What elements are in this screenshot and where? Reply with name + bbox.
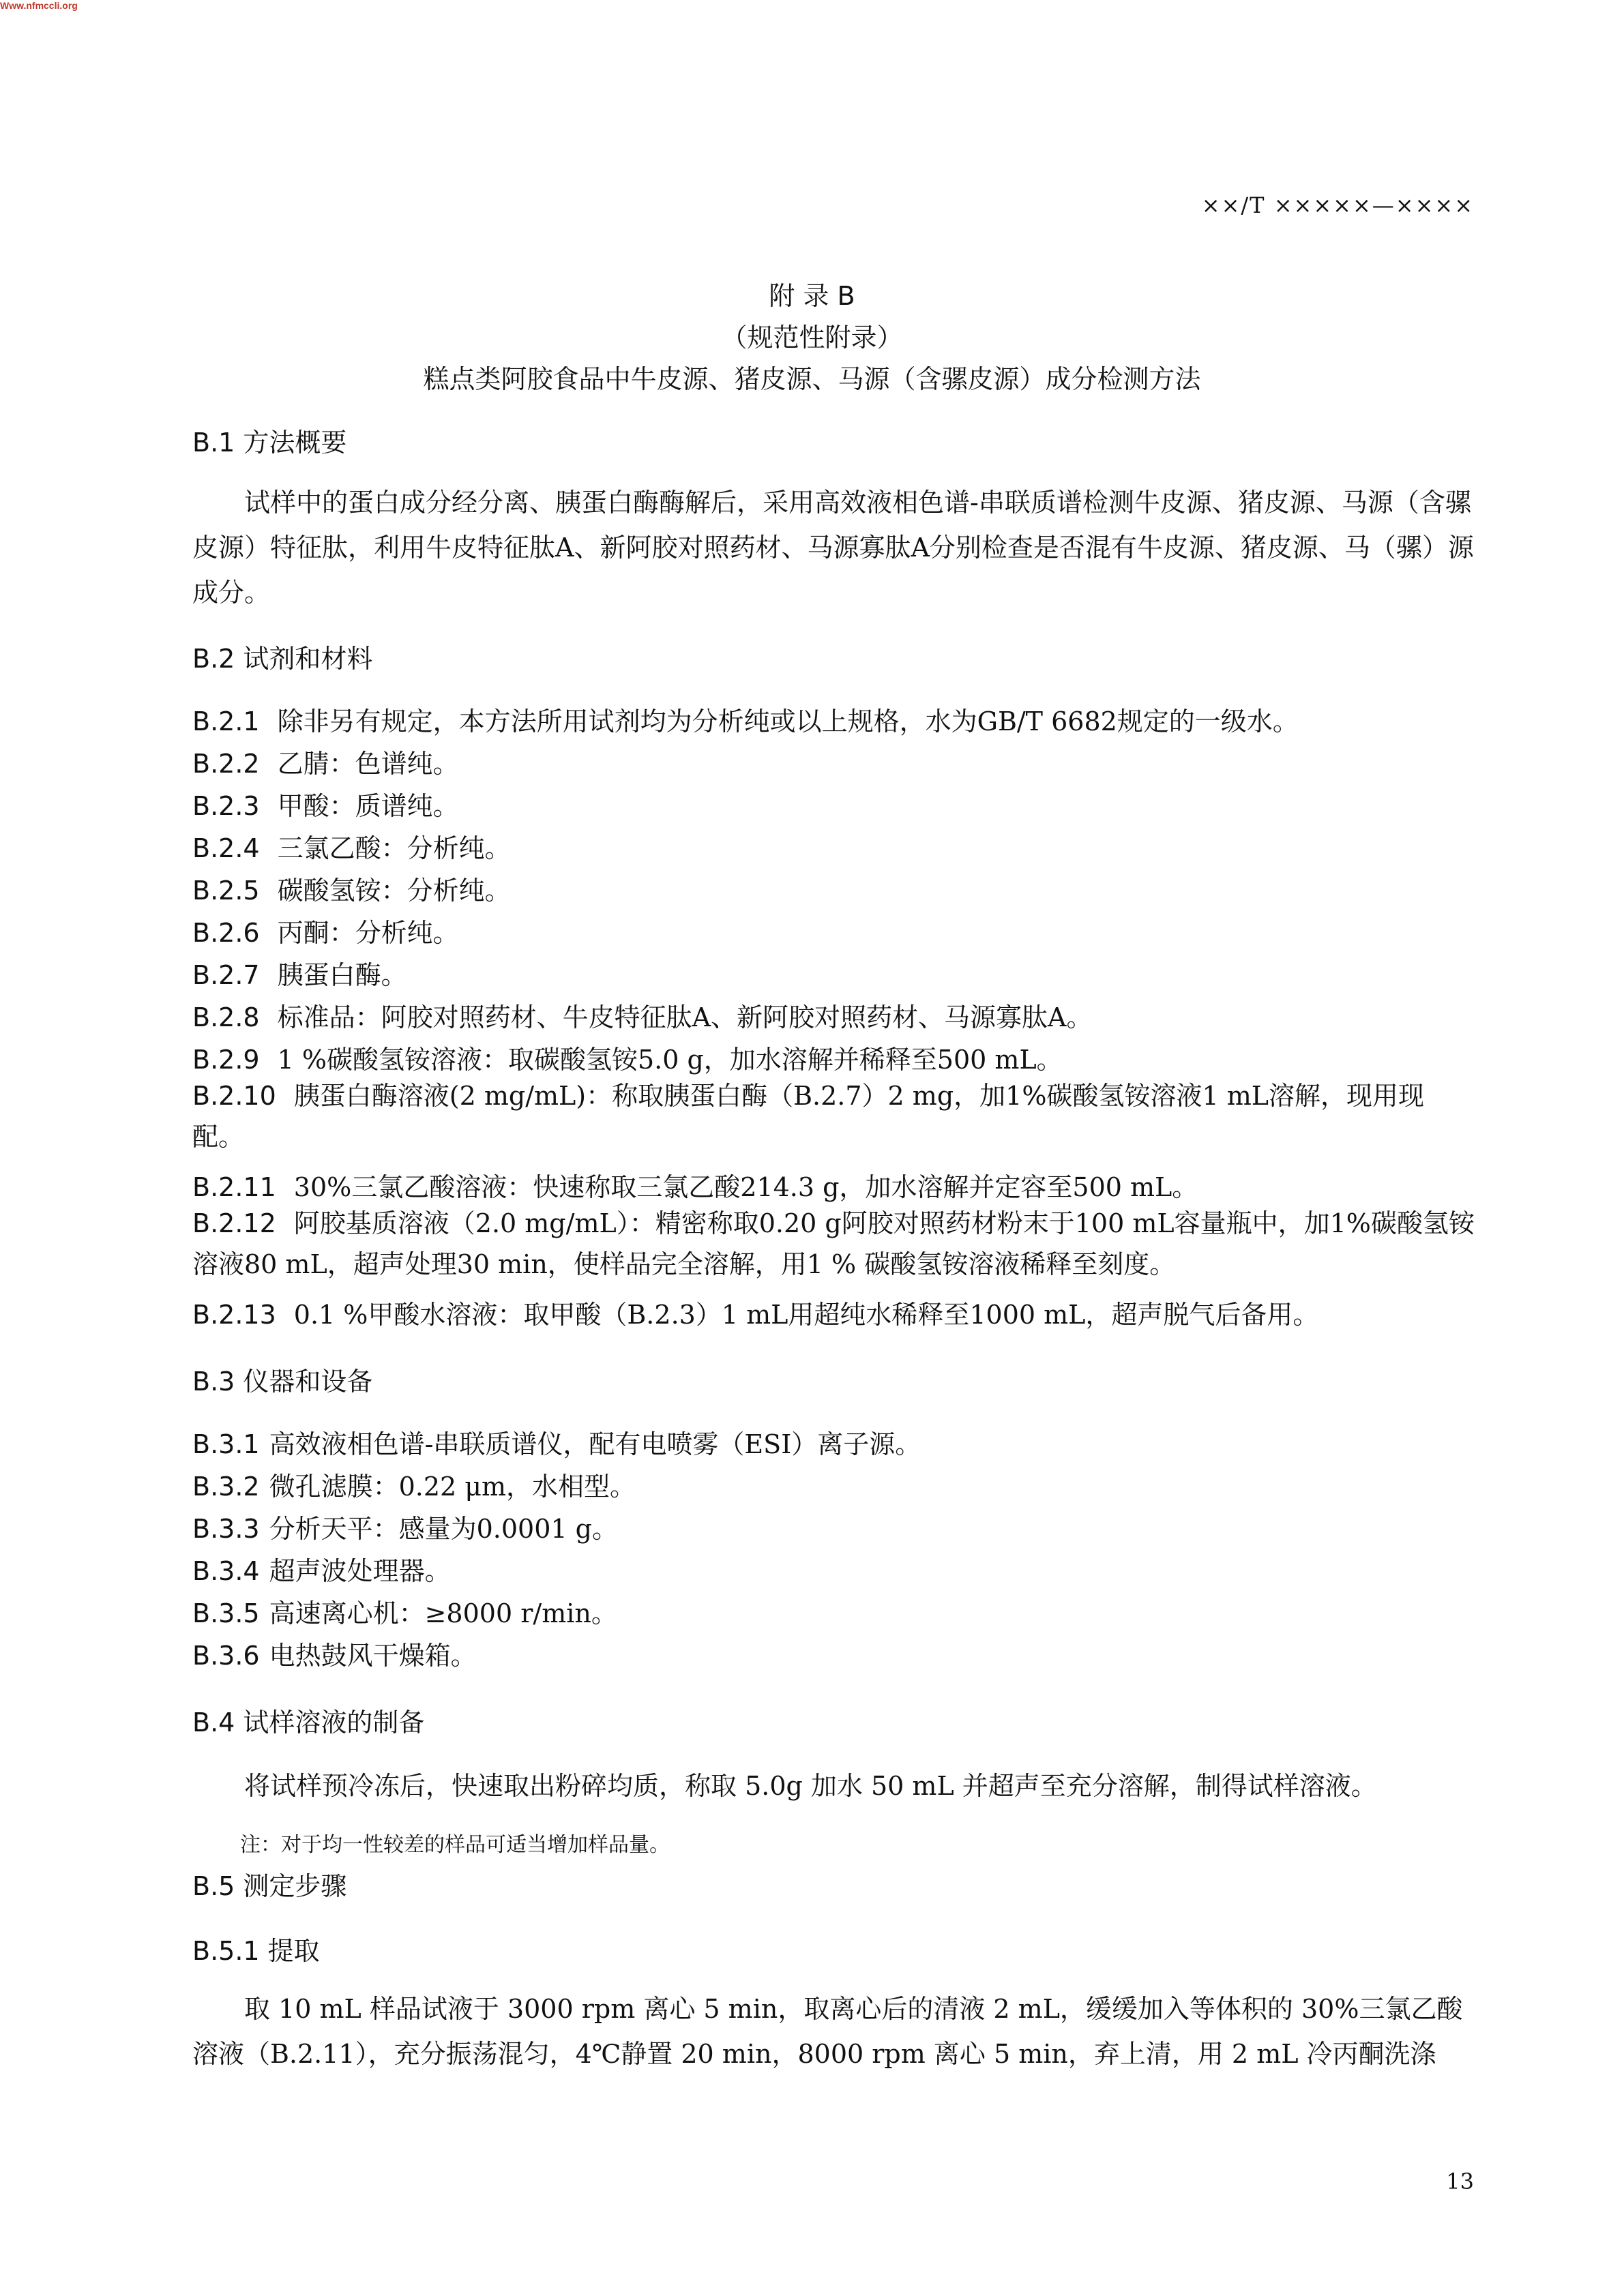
list-item: B.2.8 标准品：阿胶对照药材、牛皮特征肽A、新阿胶对照药材、马源寡肽A。 bbox=[192, 1002, 1093, 1032]
annex-label: 附 录 B bbox=[769, 281, 855, 311]
list-item: B.3.3 分析天平：感量为0.0001 g。 bbox=[192, 1514, 618, 1544]
section-heading-b4: B.4 试样溶液的制备 bbox=[192, 1708, 425, 1738]
annex-type: （规范性附录） bbox=[721, 323, 903, 353]
list-item: B.2.13 0.1 %甲酸水溶液：取甲酸（B.2.3）1 mL用超纯水稀释至1000 mL，超声脱气后备用。 bbox=[192, 1300, 1319, 1330]
list-item: B.3.4 超声波处理器。 bbox=[192, 1556, 451, 1586]
list-item: B.3.2 微孔滤膜：0.22 μm，水相型。 bbox=[192, 1472, 636, 1502]
document-number: ××/T ×××××—×××× bbox=[1201, 192, 1474, 218]
list-item: B.2.2 乙腈：色谱纯。 bbox=[192, 749, 459, 779]
list-item: B.2.5 碳酸氢铵：分析纯。 bbox=[192, 876, 511, 906]
section-heading-b5: B.5 测定步骤 bbox=[192, 1871, 347, 1901]
list-item: B.3.1 高效液相色谱-串联质谱仪，配有电喷雾（ESI）离子源。 bbox=[192, 1429, 921, 1459]
subsection-heading-b51: B.5.1 提取 bbox=[192, 1936, 320, 1966]
list-item: B.2.7 胰蛋白酶。 bbox=[192, 960, 407, 990]
list-item: B.2.12 阿胶基质溶液（2.0 mg/mL）：精密称取0.20 g阿胶对照药材粉末于100 mL容量瓶中，加1%碳酸氢铵溶液80 mL，超声处理30 min，使样品完全溶解，用1 % 碳酸氢铵溶液稀释至刻度。 bbox=[192, 1208, 1475, 1279]
list-item: B.2.3 甲酸：质谱纯。 bbox=[192, 791, 459, 821]
list-item: B.2.11 30%三氯乙酸溶液：快速称取三氯乙酸214.3 g，加水溶解并定容至500 mL。 bbox=[192, 1172, 1198, 1202]
section-b1-paragraph: 试样中的蛋白成分经分离、胰蛋白酶酶解后，采用高效液相色谱-串联质谱检测牛皮源、猪皮源、马源（含骡皮源）特征肽，利用牛皮特征肽A、新阿胶对照药材、马源寡肽A分别检查是否混有牛皮源、猪皮源、马（骡）源成分。 bbox=[192, 488, 1474, 608]
list-item: B.3.6 电热鼓风干燥箱。 bbox=[192, 1641, 477, 1671]
list-item: B.2.6 丙酮：分析纯。 bbox=[192, 918, 459, 948]
watermark: Www.nfmccli.org bbox=[0, 0, 78, 11]
section-heading-b2: B.2 试剂和材料 bbox=[192, 644, 373, 674]
section-heading-b3: B.3 仪器和设备 bbox=[192, 1367, 373, 1397]
list-item: B.2.10 胰蛋白酶溶液(2 mg/mL)：称取胰蛋白酶（B.2.7）2 mg，加1%碳酸氢铵溶液1 mL溶解，现用现配。 bbox=[192, 1081, 1424, 1152]
list-item: B.3.5 高速离心机：≥8000 r/min。 bbox=[192, 1598, 617, 1628]
section-heading-b1: B.1 方法概要 bbox=[192, 428, 347, 458]
annex-title: 糕点类阿胶食品中牛皮源、猪皮源、马源（含骡皮源）成分检测方法 bbox=[423, 364, 1201, 394]
list-item: B.2.1 除非另有规定，本方法所用试剂均为分析纯或以上规格，水为GB/T 6682规定的一级水。 bbox=[192, 706, 1299, 736]
section-b51-paragraph: 取 10 mL 样品试液于 3000 rpm 离心 5 min，取离心后的清液 2 mL，缓缓加入等体积的 30%三氯乙酸溶液（B.2.11），充分振荡混匀，4℃静置 20 min，8000 rpm 离心 5 min，弃上清，用 2 mL 冷丙酮洗涤 bbox=[192, 1994, 1463, 2069]
list-item: B.2.9 1 %碳酸氢铵溶液：取碳酸氢铵5.0 g，加水溶解并稀释至500 mL。 bbox=[192, 1045, 1063, 1075]
note: 注：对于均一性较差的样品可适当增加样品量。 bbox=[240, 1833, 670, 1857]
page-number: 13 bbox=[1446, 2168, 1474, 2194]
list-item: B.2.4 三氯乙酸：分析纯。 bbox=[192, 833, 511, 863]
section-b4-paragraph: 将试样预冷冻后，快速取出粉碎均质，称取 5.0g 加水 50 mL 并超声至充分溶解，制得试样溶液。 bbox=[244, 1771, 1377, 1801]
